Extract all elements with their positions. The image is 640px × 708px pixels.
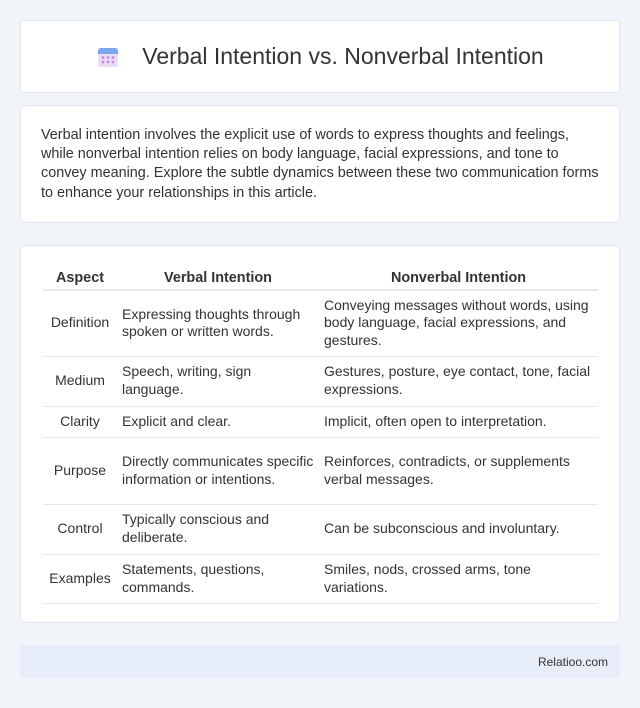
row-verbal: Directly communicates specific information or intentions.	[117, 437, 319, 504]
header-aspect: Aspect	[43, 266, 117, 290]
row-nonverbal: Implicit, often open to interpretation.	[319, 406, 598, 437]
row-aspect: Definition	[43, 290, 117, 356]
row-nonverbal: Can be subconscious and involuntary.	[319, 504, 598, 554]
row-nonverbal: Smiles, nods, crossed arms, tone variations.	[319, 554, 598, 603]
intro-card	[20, 105, 620, 223]
table-card	[20, 245, 620, 623]
row-aspect: Clarity	[43, 406, 117, 437]
row-aspect: Purpose	[43, 437, 117, 504]
row-aspect: Medium	[43, 356, 117, 406]
header-nonverbal: Nonverbal Intention	[319, 266, 598, 290]
page-title	[96, 43, 543, 70]
header-verbal: Verbal Intention	[117, 266, 319, 290]
table-row	[43, 356, 598, 406]
intro-text: Verbal intention involves the explicit use of words to express thoughts and feelings, while nonverbal intention relies on body language, facial expressions, and tone to convey meaning. Explore the subtle dynamics between these two communication forms to enhance your relationships in this article.	[41, 127, 599, 201]
table-row	[43, 437, 598, 504]
calendar-icon	[96, 45, 120, 69]
row-verbal: Statements, questions, commands.	[117, 554, 319, 603]
footer-brand: Relatioo.com	[537, 654, 608, 669]
table-row	[43, 504, 598, 554]
row-verbal: Expressing thoughts through spoken or written words.	[117, 290, 319, 356]
table-row	[43, 290, 598, 356]
row-nonverbal: Conveying messages without words, using body language, facial expressions, and gestures.	[319, 290, 598, 356]
row-aspect: Control	[43, 504, 117, 554]
row-verbal: Typically conscious and deliberate.	[117, 504, 319, 554]
table-row	[43, 554, 598, 603]
page-title-text: Verbal Intention vs. Nonverbal Intention	[142, 43, 544, 69]
table-row	[43, 406, 598, 437]
table-header-row	[43, 266, 598, 290]
row-aspect: Examples	[43, 554, 117, 603]
row-verbal: Explicit and clear.	[117, 406, 319, 437]
title-card	[20, 20, 620, 93]
footer	[20, 645, 620, 678]
row-verbal: Speech, writing, sign language.	[117, 356, 319, 406]
row-nonverbal: Gestures, posture, eye contact, tone, facial expressions.	[319, 356, 598, 406]
comparison-table	[43, 266, 598, 604]
row-nonverbal: Reinforces, contradicts, or supplements verbal messages.	[319, 437, 598, 504]
